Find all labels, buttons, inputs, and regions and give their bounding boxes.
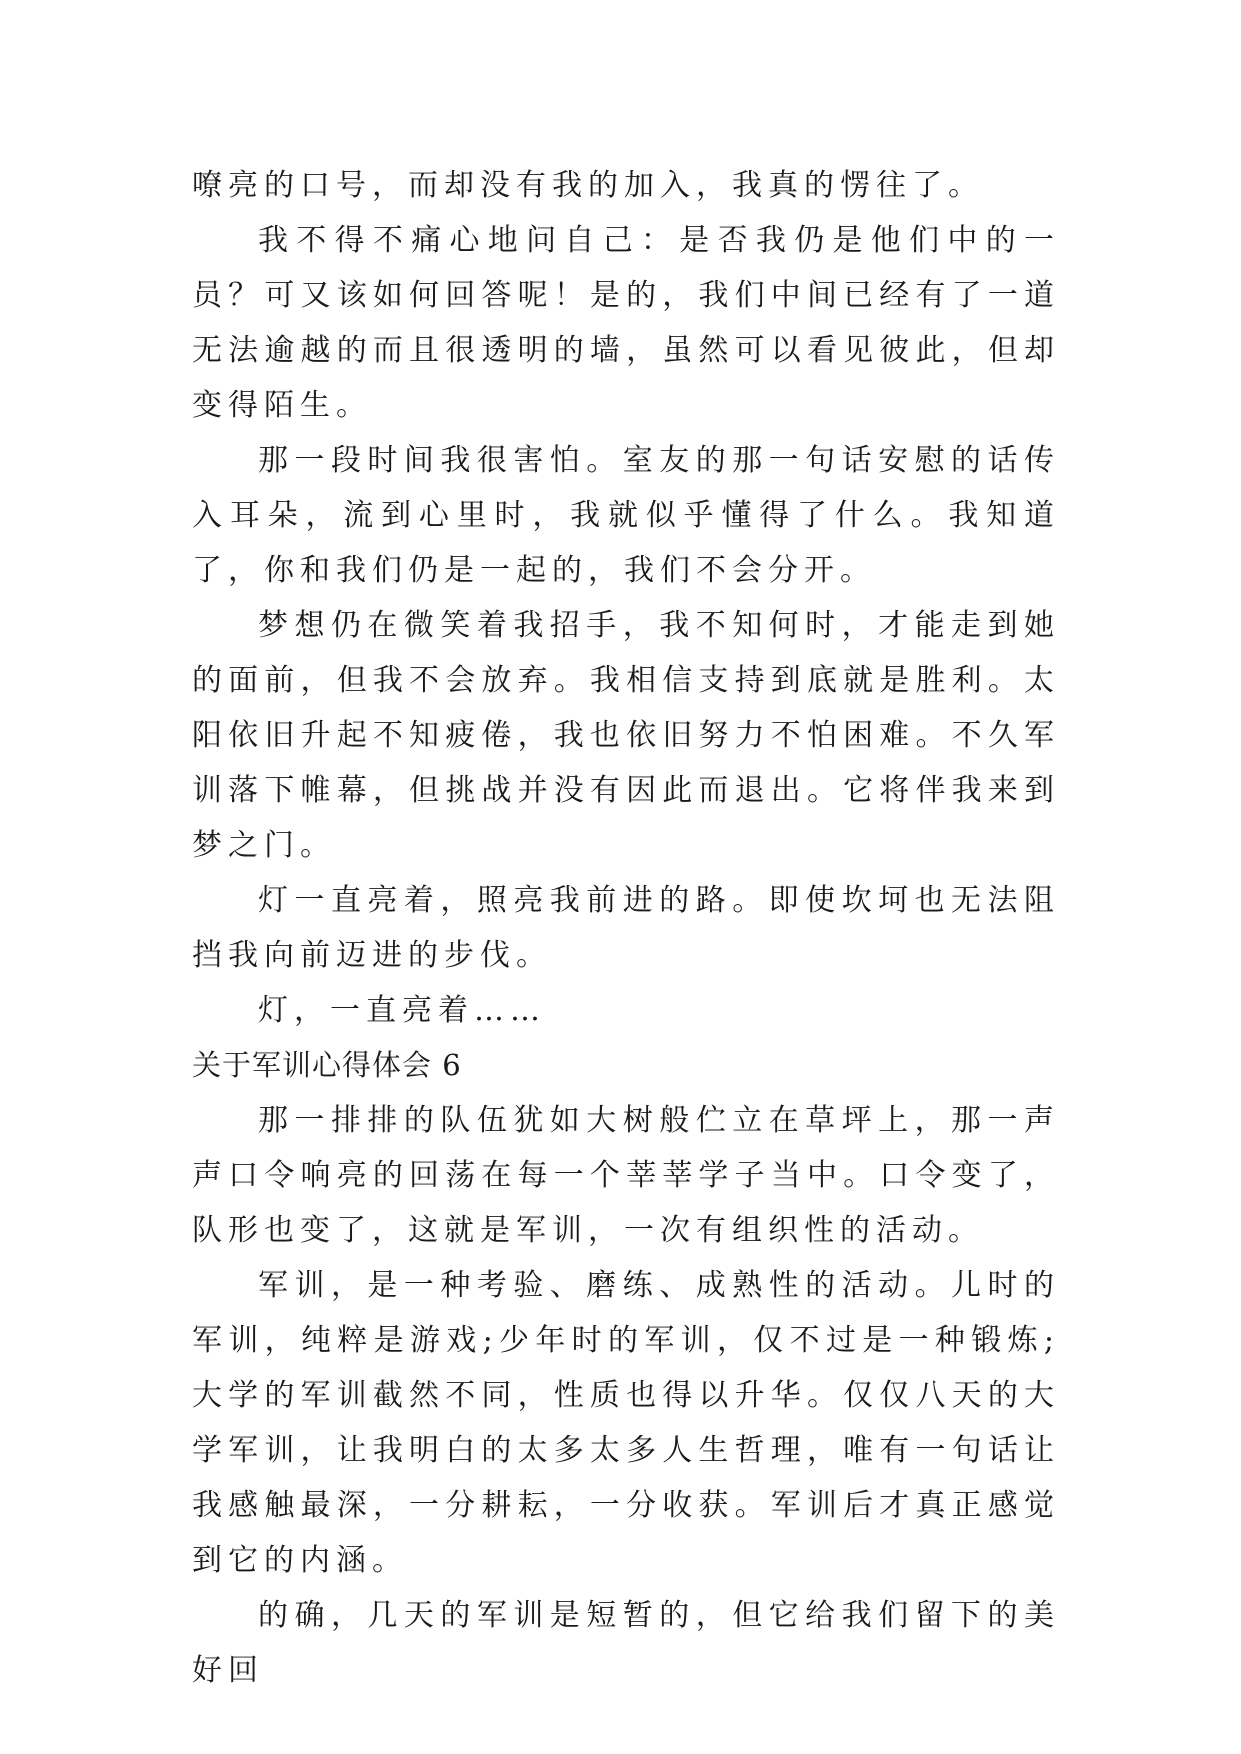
paragraph: 军训，是一种考验、磨练、成熟性的活动。儿时的军训，纯粹是游戏;少年时的军训，仅不过是一种锻炼;大学的军训截然不同，性质也得以升华。仅仅八天的大学军训，让我明白的太多太多人生哲理，唯有一句话让我感触最深，一分耕耘，一分收获。军训后才真正感觉到它的内涵。: [192, 1268, 1060, 1578]
paragraph: 的确，几天的军训是短暂的，但它给我们留下的美好回: [192, 1598, 1060, 1688]
paragraph: 嘹亮的口号，而却没有我的加入，我真的愣往了。: [192, 168, 984, 203]
paragraph: 那一排排的队伍犹如大树般伫立在草坪上，那一声声口令响亮的回荡在每一个莘莘学子当中。口令变了，队形也变了，这就是军训，一次有组织性的活动。: [192, 1103, 1060, 1248]
section-heading: 关于军训心得体会 6: [192, 1048, 462, 1082]
paragraph: 我不得不痛心地问自己：是否我仍是他们中的一员？可又该如何回答呢！是的，我们中间已经有了一道无法逾越的而且很透明的墙，虽然可以看见彼此，但却变得陌生。: [192, 223, 1060, 423]
paragraph: 那一段时间我很害怕。室友的那一句话安慰的话传入耳朵，流到心里时，我就似乎懂得了什么。我知道了，你和我们仍是一起的，我们不会分开。: [192, 443, 1060, 588]
paragraph: 梦想仍在微笑着我招手，我不知何时，才能走到她的面前，但我不会放弃。我相信支持到底就是胜利。太阳依旧升起不知疲倦，我也依旧努力不怕困难。不久军训落下帷幕，但挑战并没有因此而退出。它将伴我来到梦之门。: [192, 608, 1060, 863]
paragraph: 灯，一直亮着……: [258, 993, 546, 1028]
document-body: [192, 158, 1060, 1698]
paragraph: 灯一直亮着，照亮我前进的路。即使坎坷也无法阻挡我向前迈进的步伐。: [192, 883, 1060, 973]
